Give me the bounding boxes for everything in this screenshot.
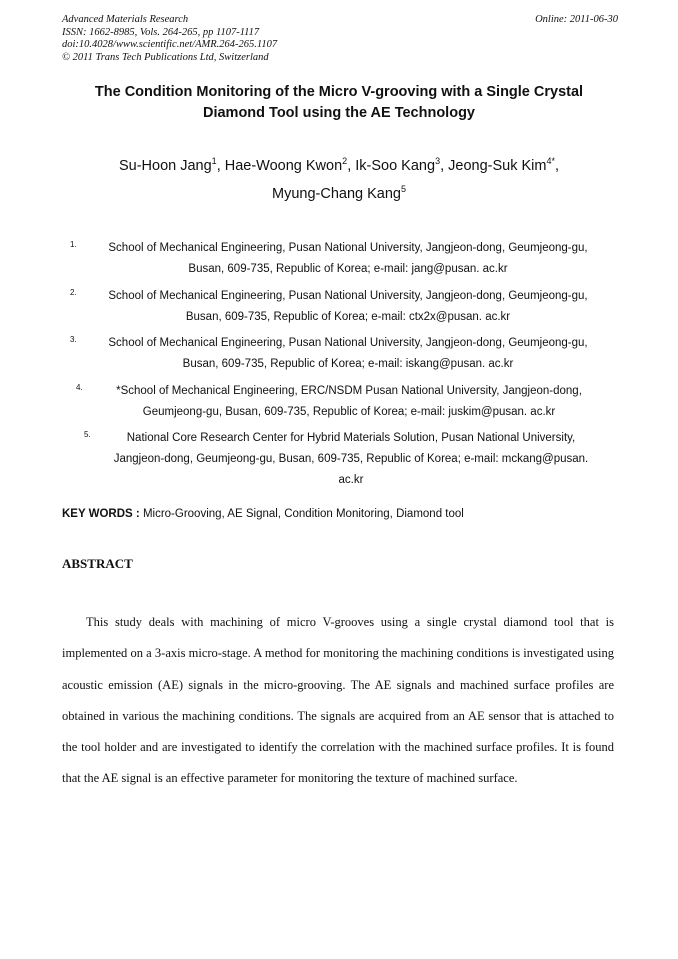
author-affiliation-mark: 5 bbox=[400, 184, 406, 194]
affiliation-number: 5. bbox=[84, 430, 91, 439]
author-separator: , bbox=[554, 158, 560, 174]
title-line-2: Diamond Tool using the AE Technology bbox=[202, 105, 475, 121]
author-name: Su-Hoon Jang bbox=[118, 158, 212, 174]
doi-line: doi:10.4028/www.scientific.net/AMR.264-265.1107 bbox=[62, 39, 278, 50]
author-line-1 bbox=[40, 152, 638, 180]
affiliation-line: Busan, 609-735, Republic of Korea; e-mail: ctx2x@pusan. ac.kr bbox=[185, 311, 511, 323]
online-date: Online: 2011-06-30 bbox=[535, 14, 618, 25]
abstract-body: This study deals with machining of micro V-grooves using a single crystal diamond tool that is implemented on a 3-axis micro-stage. A method for monitoring the machining conditions is investigated using acoustic emission (AE) signals in the micro-grooving. The AE signals and machined surface profiles are obtained in various the machining conditions. The signals are acquired from an AE sensor that is attached to the tool holder and are investigated to identify the correlation with the machined surface profiles. It is found that the AE signal is an effective parameter for monitoring the texture of machined surface. bbox=[62, 615, 614, 786]
author-list bbox=[40, 152, 638, 208]
paper-title bbox=[50, 82, 628, 124]
author-separator: , bbox=[440, 158, 449, 174]
author-affiliation-mark: 1 bbox=[211, 156, 217, 166]
author-name: Jeong-Suk Kim bbox=[448, 158, 547, 174]
author-name: Ik-Soo Kang bbox=[355, 158, 436, 174]
keywords-line bbox=[62, 506, 464, 522]
copyright-line: © 2011 Trans Tech Publications Ltd, Switzerland bbox=[62, 51, 269, 63]
keywords-text: Micro-Grooving, AE Signal, Condition Monitoring, Diamond tool bbox=[139, 508, 464, 520]
affiliation-line: ac.kr bbox=[338, 474, 364, 486]
author-affiliation-mark: 4* bbox=[546, 156, 555, 166]
author-affiliation-mark: 3 bbox=[435, 156, 441, 166]
author-line-2 bbox=[40, 180, 638, 208]
affiliation-number: 3. bbox=[70, 335, 77, 344]
affiliation-line: Geumjeong-gu, Busan, 609-735, Republic of Korea; e-mail: juskim@pusan. ac.kr bbox=[142, 406, 556, 418]
journal-header bbox=[62, 14, 618, 64]
author-name: Myung-Chang Kang bbox=[272, 186, 401, 202]
affiliation-number: 2. bbox=[70, 288, 77, 297]
author-separator: , bbox=[347, 158, 356, 174]
affiliation-1 bbox=[70, 238, 626, 280]
affiliation-5 bbox=[84, 428, 618, 491]
affiliation-4 bbox=[76, 381, 622, 423]
keywords-label: KEY WORDS : bbox=[62, 508, 140, 520]
title-line-1: The Condition Monitoring of the Micro V-grooving with a Single Crystal bbox=[94, 84, 584, 100]
affiliation-line: *School of Mechanical Engineering, ERC/NSDM Pusan National University, Jangjeon-dong, bbox=[116, 385, 582, 397]
affiliation-line: Busan, 609-735, Republic of Korea; e-mail: iskang@pusan. ac.kr bbox=[182, 358, 514, 370]
author-affiliation-mark: 2 bbox=[342, 156, 348, 166]
affiliation-line: School of Mechanical Engineering, Pusan National University, Jangjeon-dong, Geumjeong-gu, bbox=[108, 337, 588, 349]
issn-line: ISSN: 1662-8985, Vols. 264-265, pp 1107-1117 bbox=[62, 26, 260, 38]
journal-name: Advanced Materials Research bbox=[62, 14, 189, 25]
affiliation-2 bbox=[70, 286, 626, 328]
abstract-heading: ABSTRACT bbox=[62, 556, 133, 571]
affiliation-line: National Core Research Center for Hybrid Materials Solution, Pusan National University, bbox=[126, 432, 576, 444]
affiliation-number: 1. bbox=[70, 240, 77, 249]
author-name: Hae-Woong Kwon bbox=[224, 158, 343, 174]
affiliation-line: School of Mechanical Engineering, Pusan National University, Jangjeon-dong, Geumjeong-gu, bbox=[108, 242, 588, 254]
affiliation-number: 4. bbox=[76, 383, 83, 392]
affiliation-line: School of Mechanical Engineering, Pusan National University, Jangjeon-dong, Geumjeong-gu, bbox=[108, 290, 588, 302]
affiliation-line: Busan, 609-735, Republic of Korea; e-mail: jang@pusan. ac.kr bbox=[188, 263, 508, 275]
affiliation-3 bbox=[70, 333, 626, 375]
author-separator: , bbox=[216, 158, 225, 174]
affiliation-line: Jangjeon-dong, Geumjeong-gu, Busan, 609-735, Republic of Korea; e-mail: mckang@pusan. bbox=[113, 453, 589, 465]
